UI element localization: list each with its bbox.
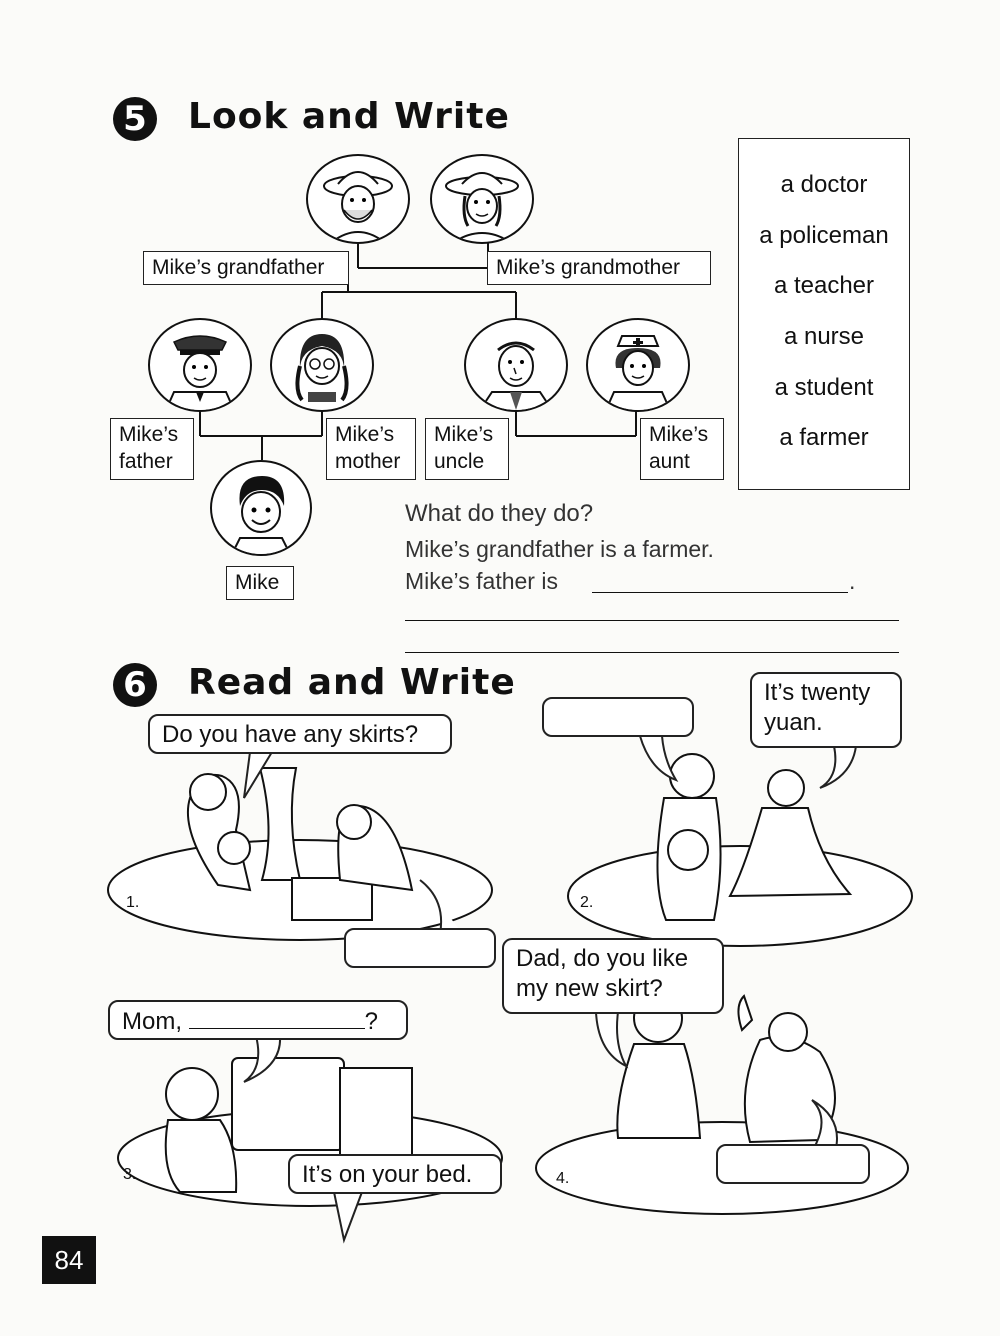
- label-uncle-line1: Mike’s: [434, 423, 494, 446]
- label-father-line2: father: [119, 450, 173, 473]
- panel-2-bubble-line2: yuan.: [764, 709, 823, 736]
- panel-3-number: 3.: [123, 1166, 137, 1183]
- panel-3-answer-blank[interactable]: [189, 1006, 365, 1029]
- prompt-father: Mike’s father is: [405, 568, 558, 594]
- section-6-title: Read and Write: [188, 662, 516, 703]
- word-bank-item: a teacher: [773, 272, 875, 299]
- word-bank-item: a farmer: [779, 424, 869, 451]
- label-mike: Mike: [226, 566, 294, 600]
- label-father-line1: Mike’s: [119, 423, 179, 446]
- label-mother-line2: mother: [335, 450, 401, 473]
- panel-4-bubble-line1: Dad, do you like: [516, 945, 689, 972]
- panel-1-speech-bubble: Do you have any skirts?: [148, 714, 452, 754]
- section-5-title: Look and Write: [188, 96, 510, 137]
- word-bank-item: a doctor: [780, 171, 868, 198]
- panel-2-number: 2.: [580, 894, 594, 911]
- panel-3-question-bubble: [108, 1000, 408, 1040]
- panel-3-bubble-mom: Mom,: [122, 1008, 182, 1035]
- panel-3-bubble-qmark: ?: [364, 1008, 379, 1035]
- page-number: 84: [42, 1236, 96, 1284]
- question-text: What do they do?: [405, 500, 594, 527]
- label-aunt-line2: aunt: [649, 450, 690, 473]
- panel-4-number: 4.: [556, 1170, 570, 1187]
- label-uncle-line2: uncle: [434, 450, 485, 473]
- panel-4-answer-bubble[interactable]: [716, 1144, 870, 1184]
- panel-4-speech-bubble: [502, 938, 724, 1014]
- panel-2-answer-bubble[interactable]: [542, 697, 694, 737]
- label-mother-line1: Mike’s: [335, 423, 395, 446]
- panel-2-bubble-line1: It’s twenty: [764, 679, 871, 706]
- section-5-number: 5: [113, 97, 157, 141]
- example-answer: Mike’s grandfather is a farmer.: [405, 536, 714, 562]
- prompt-end-period: .: [849, 568, 856, 594]
- word-bank-item: a policeman: [759, 222, 889, 249]
- word-bank-item: a student: [774, 374, 874, 401]
- label-grandmother: Mike’s grandmother: [487, 251, 711, 285]
- section-6-number: 6: [113, 663, 157, 707]
- panel-1-number: 1.: [126, 894, 140, 911]
- panel-1-answer-bubble[interactable]: [344, 928, 496, 968]
- panel-3-answer-speech-bubble: It’s on your bed.: [288, 1154, 502, 1194]
- word-bank-item: a nurse: [783, 323, 865, 350]
- panel-4-bubble-line2: my new skirt?: [516, 975, 663, 1002]
- panel-2-speech-bubble: [750, 672, 902, 748]
- label-aunt-line1: Mike’s: [649, 423, 709, 446]
- label-grandfather: Mike’s grandfather: [143, 251, 349, 285]
